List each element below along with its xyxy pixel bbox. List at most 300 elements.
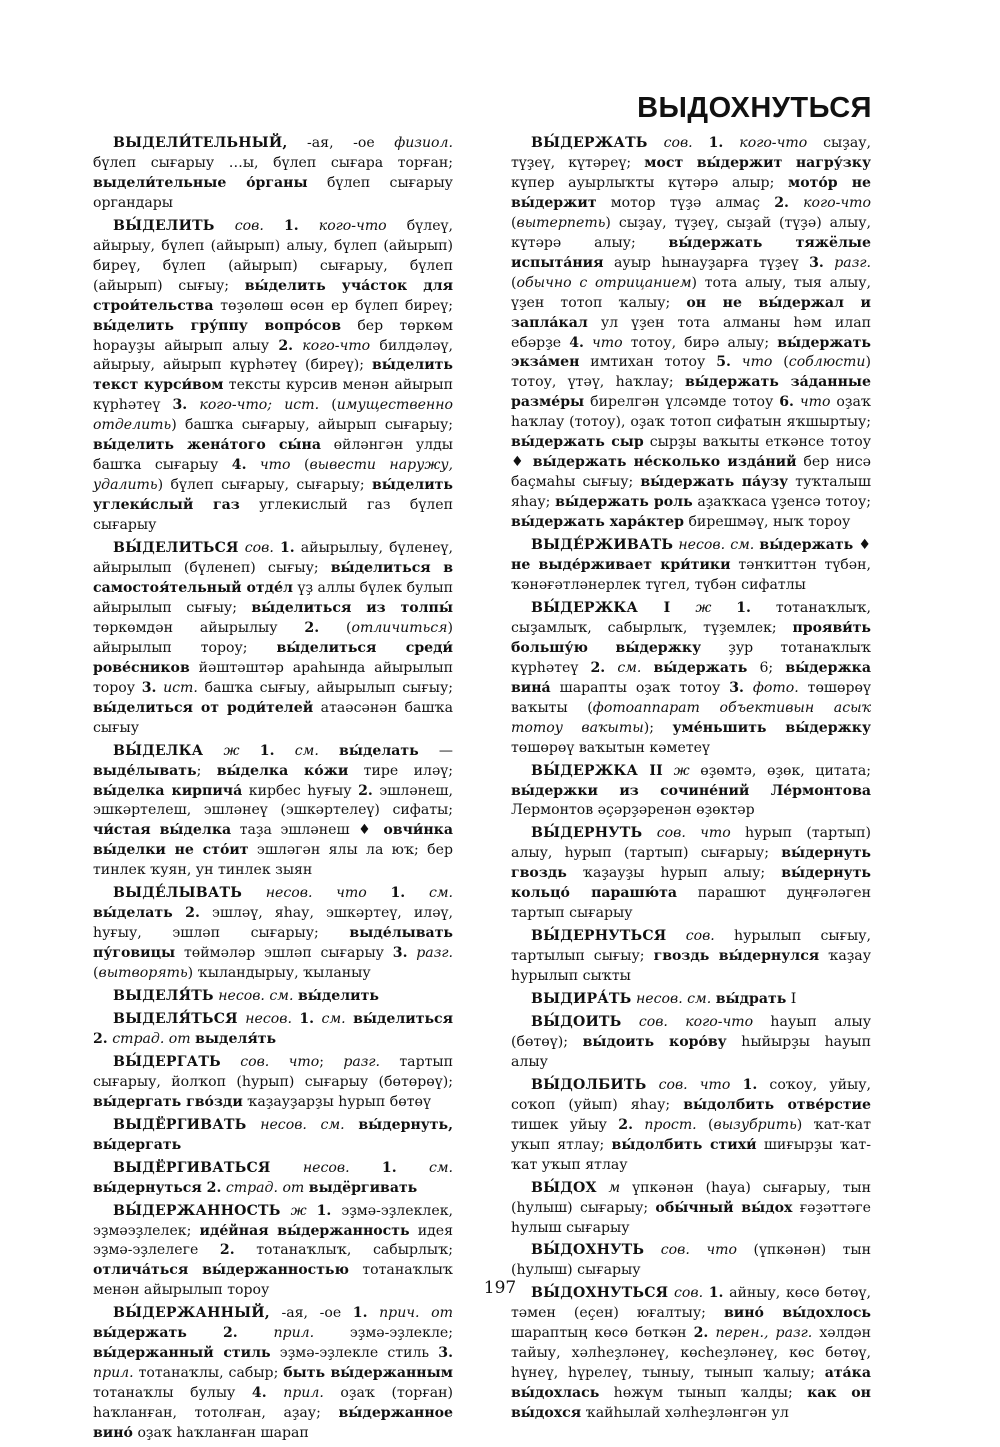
bold-phrase: 2. (618, 1116, 634, 1133)
bold-phrase: выдели́тельные о́рганы (93, 174, 308, 191)
bold-phrase: вы́делка кирпича́ (93, 782, 243, 799)
entry-text: төшөрөү ваҡытын кәметеү (511, 739, 710, 756)
bold-phrase: вы́делить уча́сток для строи́тельства (93, 277, 453, 314)
entry-text (605, 660, 617, 676)
entry-text: эшләнеш, эшкәртелеш, эшләнеү (эшкәртелеү) сифаты; (93, 782, 454, 819)
italic-label: что (741, 354, 773, 371)
bold-phrase: 2. (590, 659, 606, 676)
dictionary-entry (93, 134, 453, 214)
entry-text: тотанаҡлыҡ, сабырлыҡ; (234, 1242, 453, 1259)
entry-text (240, 743, 260, 759)
entry-text: ул үҙен тота алманы һәм илап ебәрҙе (511, 314, 871, 351)
bold-phrase: вы́делиться среди́ рове́сников (93, 639, 453, 676)
bold-phrase: вы́делить гру́ппу вопро́сов (93, 317, 342, 334)
bold-phrase: вы́держать роль (555, 494, 693, 511)
entry-text (350, 1160, 382, 1176)
dictionary-entry (93, 217, 453, 536)
bold-phrase: ата́ка вы́дохлась (511, 1365, 871, 1402)
headword: ВЫ́ДЕРЖКА I (531, 599, 671, 616)
dictionary-entry (511, 1179, 871, 1239)
bold-phrase: прояви́ть большу́ю вы́держку (511, 619, 871, 656)
bold-phrase: 1. (742, 1076, 758, 1093)
entry-text (221, 1054, 240, 1070)
italic-label: см. (321, 1010, 346, 1027)
entry-text: ; (319, 1053, 344, 1070)
entry-text: шиғырҙы ҡат-ҡат уҡып ятлау (511, 1136, 871, 1173)
italic-label: ист. (163, 679, 198, 696)
entry-text: өҙөмтә, өҙөк, цитата; (689, 762, 872, 779)
entry-text: һыйырҙы һауып алыу (511, 1033, 871, 1070)
entry-text: төймәләр эшләп сығарыу (175, 945, 393, 962)
entry-text: ) ҡат-ҡат уҡып ятлау; (511, 1116, 871, 1153)
entry-text: ) бүлеп сығарыу, сығарыу; (157, 477, 373, 494)
italic-label: см. (617, 659, 642, 676)
bold-phrase: вы́дернуться 2. (93, 1179, 222, 1196)
running-head: ВЫДОХНУТЬСЯ (637, 92, 872, 124)
bold-phrase: уме́ньшить вы́держку (672, 719, 871, 736)
bold-phrase: вы́держать за́данные разме́ры (511, 374, 871, 411)
italic-label: прил. (283, 1385, 324, 1402)
bold-phrase: 3. (172, 397, 188, 414)
entry-text: үҙ аллы бүлек булып айырылып сығыу; (93, 579, 453, 616)
entry-text: ҡайһылай хәлһеҙләнгән ул (581, 1405, 789, 1422)
bold-phrase: 3. (392, 945, 408, 962)
italic-label: обычно с отрицанием (516, 274, 692, 291)
bold-phrase: вы́держать сыр (511, 434, 644, 451)
entry-text: бирелгән үлсәмде тотоу (584, 394, 780, 411)
dictionary-entry (93, 1010, 453, 1050)
entry-text (693, 135, 709, 151)
italic-label: ж (223, 742, 240, 759)
entry-text: мотор түҙә алмаҫ (596, 194, 775, 211)
bold-phrase: вы́держать экза́мен (511, 334, 871, 371)
italic-label: перен., разг. (715, 1325, 813, 1342)
dictionary-entry (511, 762, 871, 822)
entry-text (789, 195, 803, 211)
entry-text: айырылыу, бүленеү, айырылып (бүленеп) сығыу; (93, 540, 453, 577)
italic-label: кого-что (739, 135, 808, 151)
entry-text: ( (93, 965, 99, 982)
entry-text (246, 1117, 260, 1133)
bold-phrase: 1. (381, 1159, 397, 1176)
dictionary-entry (511, 1076, 871, 1176)
entry-text: айныу, көсө бөтөү, тәмен (еҫен) юғалтыу; (511, 1285, 871, 1322)
entry-text: бүлеп сығарыу …ы, бүлеп сығара торған; (93, 154, 453, 171)
bold-phrase: вы́держанное вино́ (93, 1405, 453, 1442)
bold-phrase: вы́делиться в самостоя́тельный отде́л (93, 560, 453, 596)
entry-text: һурып (тартып) алыу, һурып (тартып) сығарыу; (511, 825, 871, 862)
entry-text: ауыр һынауҙарға түҙеү (603, 254, 810, 271)
dictionary-entry (511, 1241, 871, 1281)
italic-label: соблюсти (788, 354, 866, 371)
entry-text (646, 1077, 658, 1093)
bold-phrase: 1. (259, 742, 275, 759)
italic-label: имущественно отделить (93, 397, 453, 434)
bold-phrase: вы́драть (715, 991, 787, 1008)
entry-text: парашют дуңғәләген тартып сығарыу (511, 885, 871, 922)
entry-text: аҙаҡҡаса үҙенсә тотоу; (692, 494, 871, 511)
dictionary-entry (511, 824, 871, 924)
entry-text (641, 660, 653, 676)
headword: ВЫДЁРГИВАТЬСЯ (113, 1159, 271, 1176)
entry-text: ) ҡыландырыу, ҡыланыу (187, 965, 371, 982)
bold-phrase: 2. (774, 194, 789, 211)
entry-text (397, 1160, 429, 1176)
dictionary-entry (511, 990, 871, 1010)
italic-label: разг. (416, 945, 453, 962)
entry-text: йәштәштәр араһында айырылып тороу (93, 659, 453, 696)
bold-phrase: быть вы́держанным (283, 1365, 453, 1382)
entry-text: төркөмдән айырылыу (93, 619, 305, 636)
bold-phrase: выделя́ть (195, 1030, 277, 1047)
dictionary-entry (93, 1116, 453, 1156)
entry-text: туҡталыш яһау; (511, 474, 871, 511)
dictionary-entry (93, 1053, 453, 1113)
entry-text: үпкәнән (һауа) сығарыу, тын (һулыш) сығарыу; (511, 1179, 871, 1216)
entry-text: идея эҙмә-эҙлелеге (93, 1222, 453, 1259)
dictionary-entry (511, 134, 871, 533)
bold-phrase: как он вы́дохся (511, 1385, 871, 1422)
headword: ВЫДИРА́ТЬ (531, 991, 632, 1008)
bold-phrase: 2. (358, 782, 373, 799)
entry-text (271, 1160, 303, 1176)
headword: ВЫ́ДЕРЖАННЫЙ, (113, 1305, 270, 1322)
bold-phrase: вы́держать (653, 659, 748, 676)
entry-text: сыҙау, түҙеү, күтәреү; (511, 135, 871, 171)
bold-phrase: 3. (809, 254, 824, 271)
entry-text: ) тотоу, үтәү, һаҡлау; (511, 354, 871, 391)
entry-text (731, 354, 742, 370)
italic-label: сов. (685, 928, 715, 945)
italic-label: ж (695, 599, 712, 616)
italic-label: вывести наружу, удалить (93, 457, 453, 494)
italic-label: сов. (234, 217, 264, 234)
entry-text: ҡаҙауҙарҙы һурып бөтөү (242, 1093, 431, 1110)
entry-text: кирбес һуғыу (242, 782, 359, 799)
bold-phrase: вы́доить коро́ву (582, 1033, 727, 1050)
bold-phrase: мото́р не вы́держит (511, 174, 871, 211)
entry-text: бирешмәү, ныҡ тороу (683, 514, 851, 531)
entry-text (281, 1203, 291, 1219)
bold-phrase: вы́держать тяжёлые испыта́ния (511, 234, 871, 271)
italic-label: несов. (302, 1159, 350, 1176)
entry-text: тишек уйыу (511, 1116, 619, 1133)
italic-label: сов. что (658, 1076, 731, 1093)
entry-text: эшләү, яһау, эшкәртеү, иләү, һуғыу, эшләп сығарыу; (93, 905, 453, 942)
headword: ВЫ́ДОХ (531, 1179, 597, 1196)
dictionary-entry (93, 539, 453, 739)
entry-text (666, 928, 685, 944)
entry-text: имтихан тотоу (579, 354, 717, 371)
headword: ВЫДЕЛЯ́ТЬ (113, 988, 214, 1005)
entry-text: ; (196, 762, 217, 779)
italic-label: см. (428, 885, 453, 902)
entry-text: ғәҙәттәге һулыш сығарыу (511, 1199, 872, 1236)
entry-text (203, 743, 223, 759)
entry-text: -ая, -ое (269, 1305, 353, 1322)
dictionary-entry (93, 987, 453, 1007)
bold-phrase: вы́дернуть гвоздь (511, 845, 871, 882)
entry-text (368, 1305, 380, 1321)
entry-text: бер төркөм һорауҙы айырып алыу (93, 317, 453, 354)
entry-text: тотанаҡлыҡ менән айырылып тороу (93, 1262, 453, 1299)
bold-phrase: 4. (569, 334, 584, 351)
entry-text: ♦ (853, 537, 872, 554)
entry-text (238, 1325, 274, 1341)
headword: ВЫДЕ́ЛЫВАТЬ (113, 885, 243, 902)
italic-label: прил. (273, 1325, 315, 1342)
entry-text (584, 335, 592, 351)
italic-label: вытворять (98, 965, 188, 982)
entry-text: оҙаҡ һаҡланған шарап (132, 1425, 309, 1442)
italic-label: прост. (644, 1116, 697, 1133)
bold-phrase: 2. (219, 1242, 235, 1259)
entry-text: хәлдән тайыу, хәлһеҙләнеү, көсһеҙләнеү, көс бөтөү, һүнеү, һүрелеү, тыныу, тынып ҡалыу; (511, 1325, 872, 1382)
bold-phrase: вы́делать 2. (93, 905, 200, 922)
dictionary-entry (511, 927, 871, 987)
entry-text (597, 1180, 609, 1196)
entry-text: таҙа эшләнеш ♦ (231, 822, 384, 839)
entry-text: ( (696, 1116, 714, 1133)
entry-text: ( (772, 354, 789, 371)
entry-text: тире иләү; (348, 762, 453, 779)
entry-text: атаәсәнән башҡа сығыу (93, 699, 453, 736)
bold-phrase: вы́делка ко́жи (216, 762, 349, 779)
dictionary-entry (511, 536, 871, 596)
entry-text (644, 1242, 661, 1258)
headword: ВЫ́ДОЛБИТЬ (531, 1076, 647, 1093)
bold-phrase: вы́дергать гво́зди (93, 1093, 243, 1110)
bold-phrase: 1. (708, 1285, 724, 1302)
italic-label: что (592, 334, 623, 351)
italic-label: несов. см. (260, 1116, 345, 1133)
entry-text: тотанаҡлыҡ, сыҙамлыҡ, сабырлыҡ, түҙемлек; (511, 599, 871, 636)
bold-phrase: 5. (716, 354, 731, 371)
entry-text (670, 600, 695, 616)
entry-text: ҡаҙауҙы һурып алыу; (566, 865, 782, 882)
headword: ВЫ́ДЕРНУТЬ (531, 825, 643, 842)
italic-label: несов. см. (678, 537, 755, 554)
entry-text: тотанаҡлы булыу (93, 1385, 252, 1402)
bold-phrase: 2. (304, 619, 320, 636)
entry-text: эҙмә-эҙлекле стиль (270, 1345, 439, 1362)
entry-text (407, 945, 416, 961)
entry-text: ) башҡа сығарыу, айырып сығарыу; (171, 417, 453, 434)
entry-text: (үпкәнән) тын (һулыш) сығарыу (511, 1242, 871, 1279)
bold-phrase: 2. (693, 1325, 709, 1342)
dictionary-entry (93, 742, 453, 882)
entry-text: шарапты оҙаҡ тотоу (550, 679, 730, 696)
italic-label: сов. что (656, 825, 731, 842)
headword: ВЫ́ДОХНУТЬ (531, 1242, 645, 1259)
italic-label: кого-что (302, 337, 371, 354)
entry-text (299, 218, 319, 234)
entry-text: оҙаҡ һаҡлау (тотоу), оҙаҡ тотоп сифатын яҡшыртыу; (511, 394, 871, 431)
entry-text (307, 1203, 317, 1219)
entry-text: ) тота алыу, тыя алыу, үҙен тотоп ҡалыу; (511, 274, 872, 311)
entry-text: тексты курсив менән айырып күрһәтеү (93, 377, 454, 414)
italic-label: разг. (834, 254, 871, 271)
entry-text (622, 1014, 639, 1030)
headword: ВЫ́ДЕЛКА (113, 742, 204, 759)
bold-phrase: 4. (251, 1385, 267, 1402)
entry-text: ҙур тотанаҡлыҡ күрһәтеү (511, 639, 871, 676)
entry-text: ( (511, 214, 517, 231)
bold-phrase: вы́делиться 2. (93, 1010, 454, 1047)
entry-text: оҙаҡ (торған) һаҡланған, тотолған, аҙау; (93, 1385, 453, 1422)
italic-label: кого-что (318, 217, 387, 234)
italic-label: фотоаппарат объективын асыҡ тотоу ваҡыты (511, 699, 871, 736)
entry-text (246, 457, 259, 473)
entry-text: һөжүм тынып ҡалды; (599, 1385, 808, 1402)
bold-phrase: гвоздь вы́дернулся (653, 948, 820, 965)
entry-text (312, 885, 336, 901)
bold-phrase: вы́долбить отве́рстие (683, 1096, 871, 1113)
entry-text (744, 680, 753, 696)
italic-label: сов. кого-что (638, 1013, 754, 1030)
entry-text (642, 825, 656, 841)
headword: ВЫ́ДОИТЬ (531, 1013, 622, 1030)
entry-text: ҡаҙау һурылып сыҡты (511, 948, 871, 985)
bold-phrase: вы́держка вина́ (511, 659, 871, 696)
bold-phrase: выде́лывать (93, 762, 197, 779)
dictionary-entry (511, 1013, 871, 1073)
entry-text (648, 135, 664, 151)
bold-phrase: мост вы́держит нагру́зку (644, 154, 871, 171)
entry-text: билдәләү, айырыу, айырып күрһәтеү (биреү); (93, 337, 454, 374)
entry-text: тотоу, бирә алыу; (622, 334, 778, 351)
italic-label: см. (294, 742, 319, 759)
italic-label: сов. что (240, 1053, 320, 1070)
italic-label: страд. от (112, 1030, 191, 1047)
entry-text: — (418, 742, 454, 759)
headword: ВЫДЕЛИ́ТЕЛЬНЫЙ, (113, 135, 288, 151)
entry-text: ) айырылып тороу; (93, 619, 453, 656)
entry-text: ) сыҙау, түҙеү, сыҙай (түҙә) алыу, күтәрә алыу; (511, 214, 871, 251)
bold-phrase: не выде́рживает кри́тики (511, 557, 731, 574)
bold-phrase: вы́держать (759, 537, 854, 554)
bold-phrase: вы́делить (297, 988, 379, 1005)
entry-text (824, 255, 834, 271)
entry-text: өйләнгән улды башҡа сығарыу (93, 437, 453, 474)
bold-phrase: вы́держать па́узу (640, 474, 789, 491)
entry-text (319, 743, 339, 759)
bold-phrase: 6. (779, 394, 794, 411)
bold-phrase: чи́стая вы́делка (93, 822, 232, 839)
bold-phrase: 1. (299, 1010, 315, 1027)
bold-phrase: вы́дернуть, вы́дергать (93, 1116, 454, 1153)
entry-text (405, 885, 429, 901)
italic-label: фото. (752, 679, 799, 696)
headword: ВЫ́ДЕЛИТЬСЯ (113, 540, 239, 557)
entry-text (264, 218, 284, 234)
italic-label: что (259, 457, 291, 474)
entry-text: -ая, -ое (287, 135, 395, 151)
entry-text (345, 1117, 359, 1133)
headword: ВЫ́ДОХНУТЬСЯ (531, 1285, 669, 1302)
headword: ВЫ́ДЕРНУТЬСЯ (531, 928, 667, 945)
italic-label: разг. (343, 1053, 381, 1070)
italic-label: вытерпеть (516, 214, 606, 231)
italic-label: сов. (663, 135, 693, 151)
italic-label: несов. (265, 885, 313, 902)
italic-label: страд. от (225, 1179, 305, 1196)
entry-text: төҙөлөш өсөн ер бүлеп биреү; (213, 297, 453, 314)
entry-text: ( (511, 274, 517, 291)
entry-text: сырҙы ваҡыты еткәнсе тотоу ♦ (511, 434, 871, 471)
headword: ВЫ́ДЕРГАТЬ (113, 1053, 221, 1070)
bold-phrase: вы́делить жена́того сы́на (93, 437, 321, 454)
entry-text: бүлеп сығарыу органдары (93, 174, 453, 211)
bold-phrase: 1. (708, 135, 724, 151)
headword: ВЫДЕ́РЖИВАТЬ (531, 537, 674, 554)
entry-text: I (786, 991, 797, 1008)
bold-phrase: 1. (390, 885, 406, 902)
bold-phrase: 3. (438, 1345, 453, 1362)
italic-label: сов. что (660, 1242, 737, 1259)
headword: ВЫДЁРГИВАТЬ (113, 1116, 247, 1133)
entry-text: бер нисә баҫмаһы сығыу; (511, 454, 871, 491)
italic-label: сов. (244, 540, 274, 557)
italic-label: отличиться (351, 619, 448, 636)
italic-label: кого-что (803, 194, 872, 211)
bold-phrase: выдёргивать (308, 1179, 418, 1196)
entry-text: ); (643, 719, 673, 736)
bold-phrase: 1. (279, 540, 295, 557)
entry-text (293, 338, 302, 354)
right-column (511, 134, 871, 1427)
bold-phrase: 1. (352, 1305, 368, 1322)
entry-text (663, 763, 674, 779)
italic-label: ж (673, 762, 690, 779)
entry-text: тотанаҡлы, сабыр; (133, 1365, 284, 1382)
headword: ВЫ́ДЕРЖАННОСТЬ (113, 1202, 281, 1219)
italic-label: несов. (245, 1010, 292, 1027)
entry-text (723, 135, 739, 151)
bold-phrase: вы́держать хара́ктер (511, 514, 684, 531)
dictionary-entry (511, 599, 871, 759)
dictionary-entry (511, 1284, 871, 1424)
entry-text: углекислый газ бүлеп сығарыу (93, 497, 453, 534)
bold-phrase: вы́делиться от роди́телей (93, 699, 314, 716)
entry-text (711, 600, 736, 616)
page-number: 197 (483, 1278, 517, 1298)
italic-label: прич. от (379, 1305, 453, 1322)
italic-label: физиол. (394, 135, 453, 151)
entry-text: тартып сығарыу, йолҡоп (һурып) сығарыу (бөтөрөү); (93, 1053, 453, 1090)
entry-text: төшөрөү ваҡыты ( (511, 679, 871, 716)
entry-text: 6; (747, 659, 786, 676)
bold-phrase: обы́чный вы́дох (655, 1199, 793, 1216)
headword: ВЫ́ДЕРЖАТЬ (531, 135, 648, 151)
entry-text: тәнҡиттән түбән, ҡәнәғәтләнерлек түгел, түбән сифатлы (511, 557, 871, 593)
entry-text (367, 885, 391, 901)
bold-phrase: вы́делать (339, 742, 419, 759)
bold-phrase: вы́делить углеки́слый газ (93, 477, 453, 514)
headword: ВЫДЕЛЯ́ТЬСЯ (113, 1010, 238, 1027)
entry-text: күпер ауырлыҡты күтәрә алыр; (511, 174, 788, 191)
entry-text (215, 218, 235, 234)
italic-label: м (608, 1179, 621, 1196)
bold-phrase: вы́держать не́сколько изда́ний (532, 454, 797, 471)
italic-label: что (336, 885, 367, 902)
dictionary-entry (93, 1304, 453, 1444)
entry-text (275, 743, 295, 759)
bold-phrase: вы́делиться из толпы́ (251, 599, 453, 616)
entry-text: Лермонтов әҫәрҙәренән өҙөктәр (511, 802, 755, 819)
dictionary-entry (93, 884, 453, 984)
headword: ВЫ́ДЕЛИТЬ (113, 217, 215, 234)
